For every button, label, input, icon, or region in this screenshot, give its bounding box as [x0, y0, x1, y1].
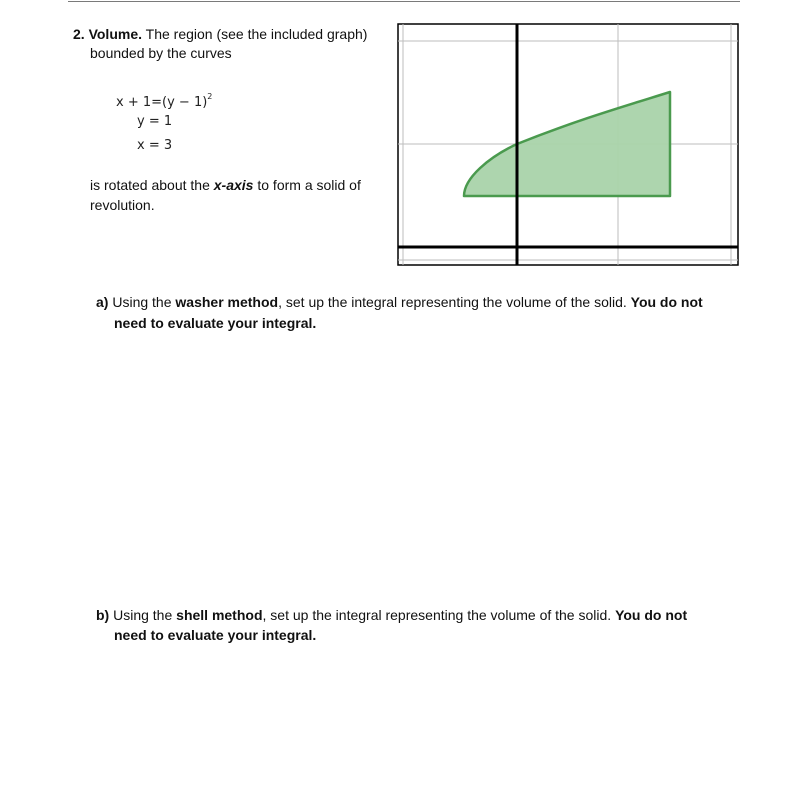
equation-lhs: x + 1 — [116, 95, 152, 110]
rotation-statement-line2: revolution. — [90, 197, 155, 213]
part-b-note-cont: need to evaluate your integral. — [114, 627, 317, 643]
equation-x-line: x = 3 — [137, 138, 173, 153]
rotation-post: to form a solid of — [253, 177, 361, 193]
equation-parabola — [116, 89, 212, 111]
rotation-statement — [90, 176, 361, 195]
part-a-note-line2 — [114, 313, 316, 333]
part-b-label: b) — [96, 607, 110, 623]
problem-heading — [73, 25, 367, 44]
part-a-pre: Using the — [112, 294, 176, 310]
part-b-method: shell method — [176, 607, 263, 623]
rotation-axis: x-axis — [213, 177, 254, 193]
part-b-prompt — [96, 605, 687, 625]
part-b-pre: Using the — [113, 607, 177, 623]
problem-intro-line2: bounded by the curves — [90, 45, 232, 61]
problem-intro: The region (see the included graph) — [145, 26, 368, 42]
equation-rhs: (y − 1) — [162, 95, 208, 110]
rotation-pre: is rotated about the — [90, 177, 214, 193]
part-b-mid: , set up the integral representing the volume of the solid. — [262, 607, 616, 623]
part-a-label: a) — [96, 294, 109, 310]
equation-equals: = — [151, 95, 163, 110]
part-a-note-cont: need to evaluate your integral. — [114, 315, 317, 331]
part-a-method: washer method — [175, 294, 279, 310]
part-b-note: You do not — [615, 607, 688, 623]
part-a-prompt — [96, 292, 703, 312]
region-graph — [397, 23, 739, 266]
top-rule — [68, 1, 740, 2]
part-a-note: You do not — [630, 294, 703, 310]
part-a-mid: , set up the integral representing the volume of the solid. — [278, 294, 631, 310]
problem-number: 2. — [73, 26, 85, 42]
equation-exponent: 2 — [207, 92, 213, 101]
problem-title: Volume. — [88, 26, 142, 42]
equation-y-line: y = 1 — [137, 114, 173, 129]
part-b-note-line2 — [114, 625, 316, 645]
